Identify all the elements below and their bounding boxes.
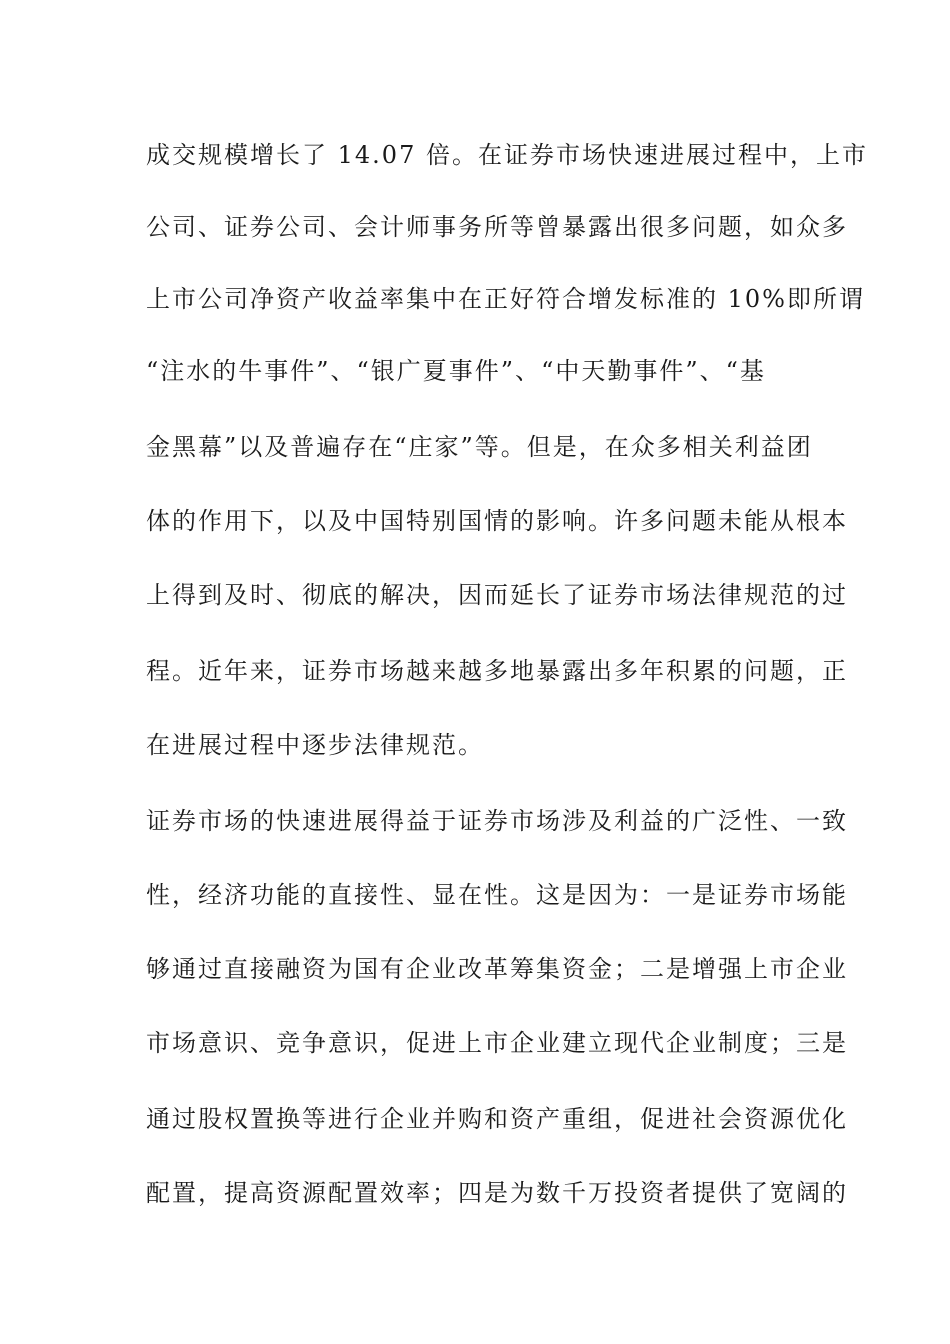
paragraph-2-line-1: 证券市场的快速进展得益于证券市场涉及利益的广泛性、一致 <box>146 807 848 835</box>
paragraph-2-line-3: 够通过直接融资为国有企业改革筹集资金；二是增强上市企业 <box>146 955 848 983</box>
paragraph-1-line-9: 在进展过程中逐步法律规范。 <box>146 731 484 759</box>
paragraph-1-line-2: 公司、证券公司、会计师事务所等曾暴露出很多问题，如众多 <box>146 213 848 241</box>
paragraph-1-line-1: 成交规模增长了 14.07 倍。在证券市场快速进展过程中，上市 <box>146 141 868 169</box>
paragraph-2-line-4: 市场意识、竞争意识，促进上市企业建立现代企业制度；三是 <box>146 1029 848 1057</box>
paragraph-2-line-2: 性，经济功能的直接性、显在性。这是因为：一是证券市场能 <box>146 881 848 909</box>
paragraph-2-line-5: 通过股权置换等进行企业并购和资产重组，促进社会资源优化 <box>146 1105 848 1133</box>
paragraph-1-line-6: 体的作用下，以及中国特别国情的影响。许多问题未能从根本 <box>146 507 848 535</box>
paragraph-1-line-7: 上得到及时、彻底的解决，因而延长了证券市场法律规范的过 <box>146 581 848 609</box>
paragraph-1-line-5: 金黑幕”以及普遍存在“庄家”等。但是，在众多相关利益团 <box>146 433 813 461</box>
paragraph-2-line-6: 配置，提高资源配置效率；四是为数千万投资者提供了宽阔的 <box>146 1179 848 1207</box>
paragraph-1-line-8: 程。近年来，证券市场越来越多地暴露出多年积累的问题，正 <box>146 657 848 685</box>
paragraph-1-line-3: 上市公司净资产收益率集中在正好符合增发标准的 10%即所谓 <box>146 285 865 313</box>
paragraph-1-line-4: “注水的牛事件”、“银广夏事件”、“中天勤事件”、“基 <box>146 357 766 385</box>
